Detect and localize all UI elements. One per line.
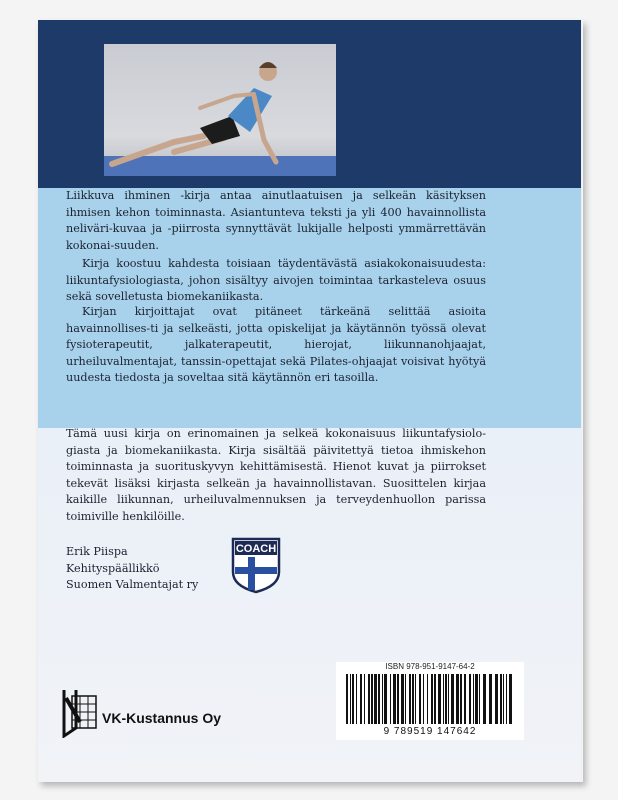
cover-photo-exercise [104, 44, 336, 176]
publisher-block [62, 688, 222, 738]
publisher-name: VK-Kustannus Oy [102, 710, 222, 726]
review-paragraph: Tämä uusi kirja on erinomainen ja selkeä kokonaisuus liikuntafysiolo-giasta ja biomekaniikasta. Kirja sisältää päivitettyä tietoa ihmiskehon toiminnasta ja suorituskyvyn kehittämisestä. Hienot kuvat ja piirrokset tekevät lisäksi kirjasta selkeän ja havainnollistavan. Suosittelen kirjaa kaikille liikunnan, urheiluvalmennuksen ja terveydenhuollon parissa toimiville henkilöille. [66, 427, 486, 523]
review-signature [66, 544, 198, 594]
coach-logo-text: COACH [235, 543, 277, 555]
signature-title: Kehityspäällikkö [66, 561, 160, 575]
description-paragraph-2: Kirja koostuu kahdesta toisiaan täydentävästä asiakokonaisuudesta: liikuntafysiologiasta, johon sisältyy aivojen toimintaa tarkasteleva osuus sekä sovelletusta biomekaniikasta. [66, 257, 486, 304]
figure-illustration [104, 44, 336, 176]
coach-logo [230, 536, 282, 594]
isbn-label: ISBN 978-951-9147-64-2 [385, 662, 475, 671]
signature-name: Erik Piispa [66, 545, 128, 558]
description-paragraph-1: Liikkuva ihminen -kirja antaa ainutlaatuisen ja selkeän käsityksen ihmisen kehon toiminnasta. Asiantunteva teksti ja yli 400 havainnollista neliväri-kuvaa ja -piirrosta synnyttävät lukijalle helposti ymmärrettävän kokonai-suuden. [66, 189, 486, 252]
publisher-logo-icon [62, 688, 98, 738]
isbn-barcode-block [336, 662, 524, 740]
signature-org: Suomen Valmentajat ry [66, 578, 199, 592]
barcode-icon [344, 674, 516, 726]
isbn-digits: 9 789519 147642 [383, 726, 477, 737]
description-paragraph-3: Kirjan kirjoittajat ovat pitäneet tärkeänä selittää asioita havainnollises-ti ja selkeästi, jotta opiskelijat ja käytännön työssä olevat fysioterapeutit, jalkaterapeutit, hierojat, liikunnanohjaajat, urheiluvalmentajat, tanssin-opettajat sekä Pilates-ohjaajat voisivat hyötyä uudesta tiedosta ja soveltaa sitä käytännön eri tasoilla. [66, 305, 486, 385]
